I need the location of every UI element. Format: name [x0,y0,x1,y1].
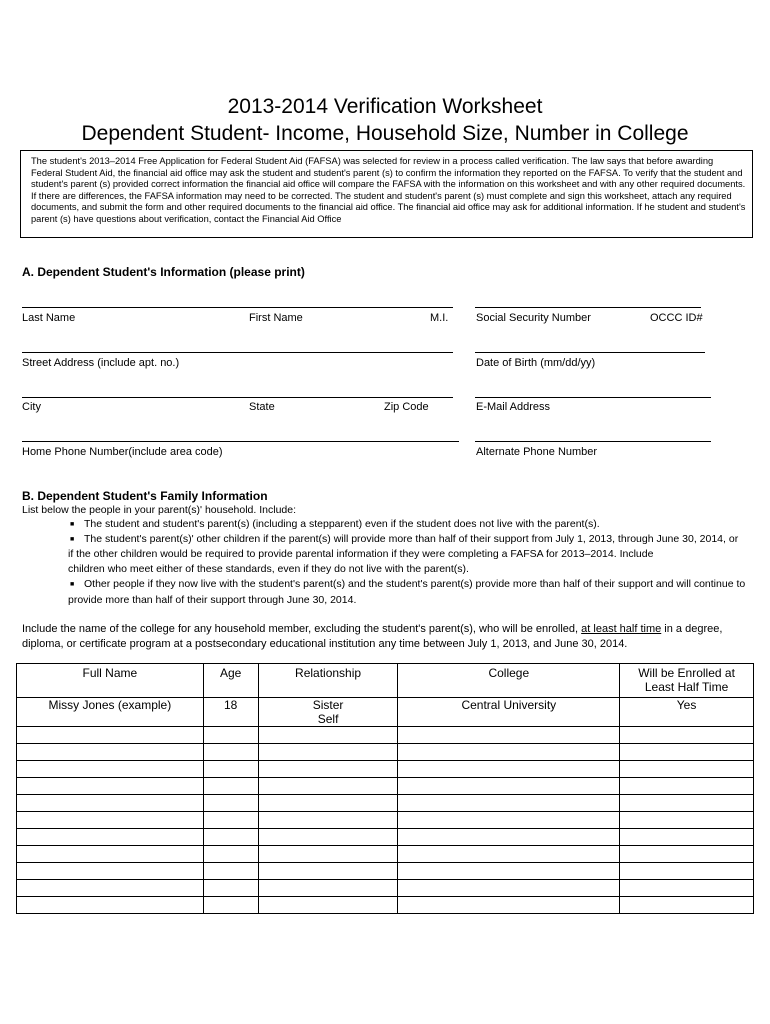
section-b-heading: B. Dependent Student's Family Information [22,489,268,503]
city-label: City [22,401,41,413]
last-name-label: Last Name [22,312,76,324]
relationship-cell[interactable] [258,812,398,829]
enrolled-cell[interactable] [620,880,754,897]
ssn-label: Social Security Number [476,312,591,324]
table-header-row [17,664,754,698]
page-title: 2013-2014 Verification Worksheet [227,95,543,118]
alt-phone-label: Alternate Phone Number [476,446,598,458]
college-cell[interactable] [398,812,620,829]
list-intro: List below the people in your parent(s)' household. Include: [22,504,297,516]
college-instruction-line-2: diploma, or certificate program at a postsecondary educational institution any time between July 1, 2013, and June 30, 2014. [22,638,628,650]
col-age: Age [203,664,258,698]
table-row [17,778,754,795]
bullet-2-line-3: children who meet either of these standards, even if they do not live with the parent(s). [68,563,469,575]
full-name-cell[interactable] [17,897,204,914]
full-name-cell[interactable] [17,846,204,863]
example-enrolled: Yes [620,698,754,727]
family-table [16,663,754,914]
home-phone-line[interactable] [22,441,459,442]
enrolled-cell[interactable] [620,744,754,761]
full-name-cell[interactable] [17,795,204,812]
full-name-cell[interactable] [17,744,204,761]
table-row [17,761,754,778]
table-row [17,863,754,880]
age-cell[interactable] [203,846,258,863]
city-line[interactable] [22,397,453,398]
col-college: College [398,664,620,698]
bullet-square-icon: ■ [70,521,75,528]
relationship-cell[interactable] [258,863,398,880]
street-label: Street Address (include apt. no.) [22,357,180,369]
full-name-cell[interactable] [17,727,204,744]
age-cell[interactable] [203,727,258,744]
relationship-cell[interactable] [258,744,398,761]
enrolled-cell[interactable] [620,812,754,829]
age-cell[interactable] [203,863,258,880]
enrolled-cell[interactable] [620,829,754,846]
bullet-2-line-2: if the other children would be required to provide parental information if they were completing a FAFSA for 2013–2014. Include [68,548,654,560]
college-cell[interactable] [398,863,620,880]
table-row [17,744,754,761]
email-line[interactable] [475,397,711,398]
col-relationship: Relationship [258,664,398,698]
college-cell[interactable] [398,829,620,846]
col-full-name: Full Name [17,664,204,698]
page-subtitle: Dependent Student- Income, Household Size, Number in College [81,122,689,145]
relationship-cell[interactable] [258,829,398,846]
relationship-cell[interactable] [258,897,398,914]
state-label: State [249,401,275,413]
age-cell[interactable] [203,761,258,778]
zip-label: Zip Code [384,401,429,413]
table-row [17,795,754,812]
intro-text: The student's 2013–2014 Free Application for Federal Student Aid (FAFSA) was selected for review in a process called verification. The law says that before awarding Federal Student Aid, the financial aid office may ask the student and student's parent (s) to confirm the information they reported on the FAFSA. To verify that the student and student's parent (s) provided correct information the financial aid office will compare the FAFSA with the information on this worksheet and with any other required documents. If there are differences, the FAFSA information may need to be corrected. The student and student's parent (s) must complete and sign this worksheet, attach any required documents, and submit the form and other required documents to the financial aid office. The financial aid office may ask for additional information. If he student and student's parent (s) have questions about verification, contact the Financial Aid Office [31,156,746,224]
name-line[interactable] [22,307,453,308]
bullet-3: ■ Other people if they now live with the student's parent(s) and the student's parent(s) provide more than half of their support and will continue to [70,578,746,590]
col-enrolled: Will be Enrolled at Least Half Time [620,664,754,698]
example-age: 18 [203,698,258,727]
home-phone-label: Home Phone Number(include area code) [22,446,223,458]
table-row [17,846,754,863]
bullet-square-icon: ■ [70,536,75,543]
age-cell[interactable] [203,778,258,795]
bullet-1: ■ The student and student's parent(s) (including a stepparent) even if the student does not live with the parent(s). [70,518,600,530]
mi-label: M.I. [430,312,449,324]
relationship-cell[interactable] [258,778,398,795]
example-row [17,698,754,727]
college-cell[interactable] [398,846,620,863]
bullet-2: ■ The student's parent(s)' other children if the parent(s) will provide more than half of their support from July 1, 2013, through June 30, 2014, or [70,533,739,545]
college-cell[interactable] [398,795,620,812]
full-name-cell[interactable] [17,829,204,846]
example-relationship: Sister Self [258,698,398,727]
college-cell[interactable] [398,778,620,795]
bullet-3-line-2: provide more than half of their support through June 30, 2014. [68,594,357,606]
dob-label: Date of Birth (mm/dd/yy) [476,357,596,369]
first-name-label: First Name [249,312,303,324]
ssn-line[interactable] [475,307,701,308]
alt-phone-line[interactable] [475,441,711,442]
enrolled-cell[interactable] [620,863,754,880]
relationship-cell[interactable] [258,761,398,778]
street-line[interactable] [22,352,453,353]
dob-line[interactable] [475,352,705,353]
college-cell[interactable] [398,727,620,744]
table-row [17,727,754,744]
bullet-square-icon: ■ [70,581,75,588]
occc-id-label: OCCC ID# [650,312,703,324]
age-cell[interactable] [203,880,258,897]
college-cell[interactable] [398,744,620,761]
relationship-cell[interactable] [258,880,398,897]
age-cell[interactable] [203,795,258,812]
section-a-heading: A. Dependent Student's Information (please print) [22,265,305,279]
full-name-cell[interactable] [17,880,204,897]
enrolled-cell[interactable] [620,727,754,744]
age-cell[interactable] [203,812,258,829]
table-row [17,829,754,846]
enrolled-cell[interactable] [620,761,754,778]
example-full-name: Missy Jones (example) [17,698,204,727]
relationship-cell[interactable] [258,846,398,863]
table-row [17,897,754,914]
email-label: E-Mail Address [476,401,550,413]
enrolled-cell[interactable] [620,778,754,795]
table-row [17,812,754,829]
full-name-cell[interactable] [17,778,204,795]
relationship-cell[interactable] [258,795,398,812]
example-college: Central University [398,698,620,727]
college-cell[interactable] [398,761,620,778]
full-name-cell[interactable] [17,812,204,829]
age-cell[interactable] [203,897,258,914]
enrolled-cell[interactable] [620,897,754,914]
intro-box [20,150,753,238]
college-instruction: Include the name of the college for any household member, excluding the student's parent(s), who will be enrolled, at least half time in a degree, [22,623,723,635]
age-cell[interactable] [203,829,258,846]
full-name-cell[interactable] [17,761,204,778]
age-cell[interactable] [203,744,258,761]
enrolled-cell[interactable] [620,846,754,863]
college-cell[interactable] [398,880,620,897]
college-cell[interactable] [398,897,620,914]
full-name-cell[interactable] [17,863,204,880]
enrolled-cell[interactable] [620,795,754,812]
relationship-cell[interactable] [258,727,398,744]
table-row [17,880,754,897]
